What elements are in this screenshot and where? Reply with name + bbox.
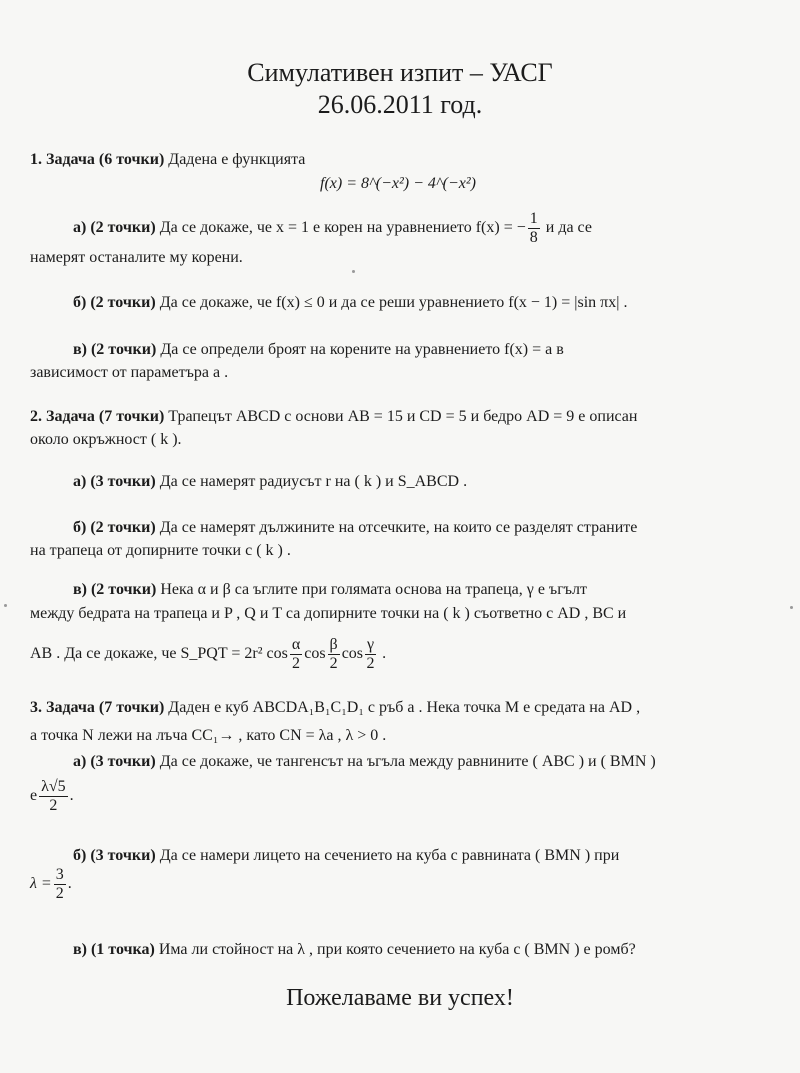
problem-1b-text: Да се докаже, че f(x) ≤ 0 и да се реши уравнението f(x − 1) = |sin πx| .	[155, 294, 628, 311]
problem-3a-end: .	[69, 787, 74, 805]
problem-3c-text: Има ли стойност на λ , при която сечението на куба с ( BMN ) е ромб?	[154, 941, 636, 958]
fraction-denominator: 2	[55, 885, 64, 902]
problem-1-formula: f(x) = 8^(−x²) − 4^(−x²)	[320, 175, 476, 192]
problem-1c-line2: зависимост от параметъра a .	[30, 364, 229, 381]
problem-2-intro-text: Трапецът ABCD с основи AB = 15 и CD = 5 и бедро AD = 9 е описан	[164, 408, 638, 425]
problem-3b-line1	[73, 846, 619, 866]
problem-2b-line2: на трапеца от допирните точки с ( k ) .	[30, 542, 291, 559]
problem-3-intro-text: Даден е куб ABCDA₁B₁C₁D₁ с ръб a . Нека точка M е средата на AD ,	[164, 699, 641, 716]
problem-2-heading: 2. Задача (7 точки)	[30, 408, 165, 425]
gamma-half-fraction	[365, 636, 376, 673]
problem-3-intro-line2: а точка N лежи на лъча CC₁→ , като CN = λa , λ > 0 .	[30, 727, 387, 744]
problem-3b-text: Да се намери лицето на сечението на куба с равнината ( BMN ) при	[155, 847, 620, 864]
cos-label: cos	[304, 645, 326, 663]
problem-1-heading: 1. Задача (6 точки)	[30, 151, 165, 168]
scan-speck	[352, 270, 355, 273]
fraction-numerator: β	[329, 636, 338, 653]
problem-3-heading: 3. Задача (7 точки)	[30, 699, 165, 716]
fraction-denominator: 8	[529, 229, 538, 246]
problem-1b-label: б) (2 точки)	[73, 294, 156, 311]
lambda-sqrt5-fraction	[39, 778, 68, 815]
exam-date: 26.06.2011 год.	[317, 90, 483, 119]
problem-1c-line1	[73, 340, 564, 360]
problem-2-intro-line2: около окръжност ( k ).	[30, 431, 182, 448]
problem-2b-text1: Да се намерят дължините на отсечките, на които се разделят страните	[155, 519, 638, 536]
problem-1a-text2: и да се	[541, 219, 592, 237]
problem-2c-line2: между бедрата на трапеца и P , Q и T са допирните точки на ( k ) съответно с AD , BC и	[30, 605, 627, 622]
closing-wish: Пожелаваме ви успех!	[286, 985, 514, 1011]
problem-2-intro-line1	[30, 407, 637, 427]
fraction-numerator: 1	[529, 210, 538, 227]
problem-2a-label: а) (3 точки)	[73, 473, 156, 490]
problem-2c-text1: Нека α и β са ъглите при голямата основа на трапеца, γ е ъгълт	[156, 581, 588, 598]
fraction-numerator: λ√5	[41, 778, 66, 795]
problem-2c-line3	[30, 636, 386, 673]
problem-3b-label: б) (3 точки)	[73, 847, 156, 864]
fraction-denominator: 2	[329, 655, 338, 672]
problem-2c-text3: AB . Да се докаже, че S_PQT = 2r² cos	[30, 645, 288, 663]
problem-3a-e: е	[30, 787, 38, 805]
alpha-half-fraction	[290, 636, 302, 673]
problem-1b	[73, 293, 627, 313]
scan-speck	[790, 606, 793, 609]
problem-1-intro	[30, 150, 305, 170]
problem-3a-text: Да се докаже, че тангенсът на ъгъла между равнините ( ABC ) и ( BMN )	[155, 753, 656, 770]
problem-1a-label: а) (2 точки)	[73, 219, 156, 237]
cos-label: cos	[341, 645, 364, 663]
exam-title: Симулативен изпит – УАСГ	[247, 58, 553, 87]
scan-speck	[4, 604, 7, 607]
fraction-denominator: 2	[292, 655, 301, 672]
problem-2c-label: в) (2 точки)	[73, 581, 157, 598]
beta-half-fraction	[328, 636, 340, 673]
fraction-denominator: 2	[366, 655, 375, 672]
problem-2a-text: Да се намерят радиусът r на ( k ) и S_ABCD .	[155, 473, 468, 490]
problem-3a-line2	[30, 778, 74, 815]
problem-1a-fraction	[528, 210, 540, 247]
fraction-numerator: 3	[55, 866, 64, 883]
problem-1c-text1: Да се определи броят на корените на уравнението f(x) = a в	[156, 341, 564, 358]
problem-2c-end: .	[378, 645, 387, 663]
problem-1-intro-text: Дадена е функцията	[164, 151, 306, 168]
lambda-equals: λ =	[30, 875, 52, 893]
problem-3b-line2	[30, 866, 72, 903]
problem-3c	[73, 940, 636, 960]
fraction-denominator: 2	[49, 797, 58, 814]
problem-2b-label: б) (2 точки)	[73, 519, 156, 536]
fraction-numerator: α	[291, 636, 301, 653]
problem-1c-label: в) (2 точки)	[73, 341, 157, 358]
problem-1a-line2: намерят останалите му корени.	[30, 249, 243, 266]
problem-3a-label: а) (3 точки)	[73, 753, 156, 770]
problem-2c-line1	[73, 580, 587, 600]
problem-1a-text1: Да се докаже, че x = 1 е корен на уравнението f(x) = −	[155, 219, 526, 237]
fraction-numerator: γ	[367, 636, 375, 653]
three-halves-fraction	[54, 866, 66, 903]
problem-2a	[73, 472, 467, 492]
problem-3c-label: в) (1 точка)	[73, 941, 155, 958]
problem-2b-line1	[73, 518, 637, 538]
problem-3a-line1	[73, 752, 656, 772]
problem-1a-line1	[73, 210, 592, 247]
problem-3-intro-line1	[30, 698, 640, 718]
problem-3b-end: .	[67, 875, 72, 893]
